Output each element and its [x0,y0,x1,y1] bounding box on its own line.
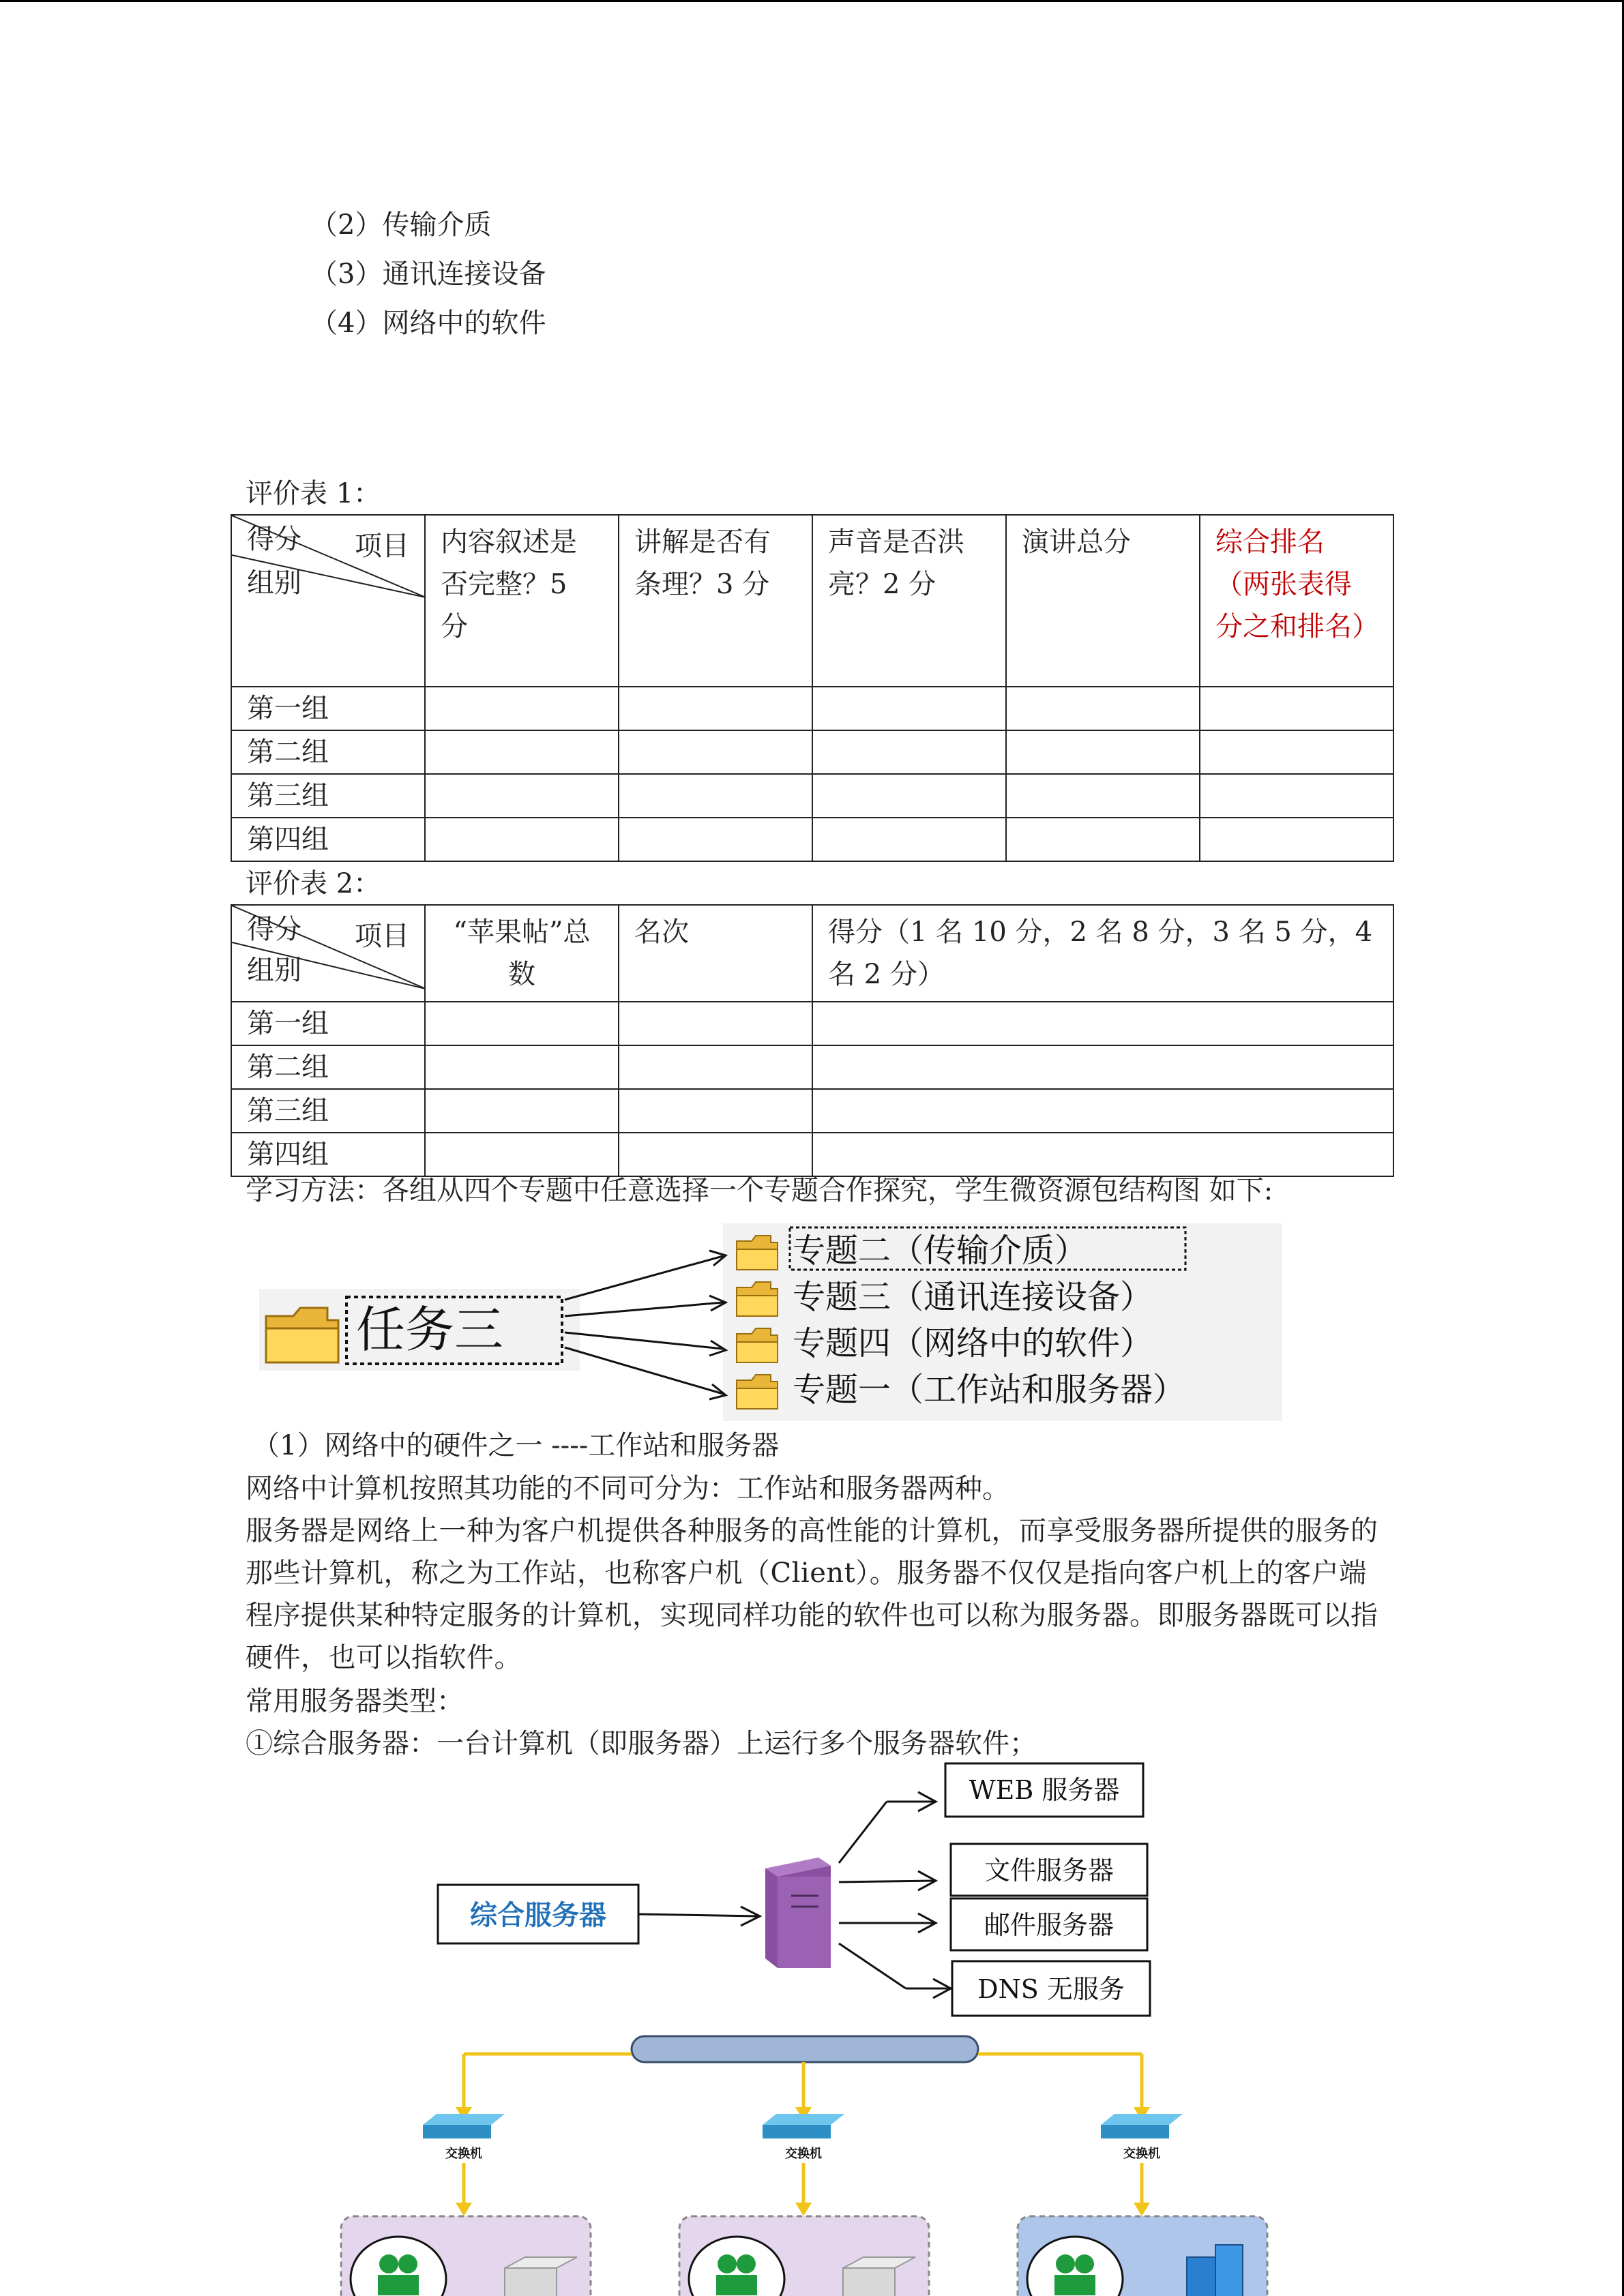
row-label: 第三组 [231,774,425,818]
server-diagram [321,1753,1303,2296]
tree-child-3: 专题四（网络中的软件） [793,1324,1153,1362]
tree-child-2: 专题三（通讯连接设备） [793,1278,1153,1316]
intro-item-4: （4）网络中的软件 [310,308,546,339]
folder-icon [737,1328,778,1362]
paragraph-4: ①综合服务器：一台计算机（即服务器）上运行多个服务器软件； [246,1728,1037,1759]
section-title: （1）网络中的硬件之一 ----工作站和服务器 [252,1430,780,1461]
table-row [231,1002,1393,1045]
switch-label: 交换机 [1123,2147,1160,2161]
corner-top-left: 得分 [247,524,301,555]
corner-bottom-left: 组别 [247,955,301,986]
main-server-label: 综合服务器 [470,1900,606,1931]
service-file: 文件服务器 [984,1855,1114,1885]
row-label: 第一组 [231,1002,425,1045]
table-row [231,818,1393,861]
switch-icon [763,2114,844,2138]
tree-root-label: 任务三 [356,1301,504,1358]
table-row [231,687,1393,730]
corner-bottom-left: 组别 [247,567,301,599]
paragraph-1: 网络中计算机按照其功能的不同可分为：工作站和服务器两种。 [246,1473,1009,1504]
row-label: 第二组 [231,1045,425,1089]
table1-header-5: 综合排名（两张表得分之和排名） [1200,515,1393,687]
folder-icon [266,1308,338,1362]
table2-corner-cell [231,905,425,1002]
switch-label: 交换机 [445,2147,482,2161]
table2-caption: 评价表 2： [246,868,381,899]
corner-top-left: 得分 [247,914,301,945]
network-bus [632,2036,978,2062]
row-label: 第三组 [231,1089,425,1133]
corner-top-right: 项目 [355,531,409,562]
evaluation-table-2 [231,904,1394,1177]
table1-header-3: 声音是否洪亮？2 分 [812,515,1006,687]
intro-item-2: （2）传输介质 [310,209,492,241]
folder-icon [737,1375,778,1409]
paragraph-3: 常用服务器类型： [246,1686,464,1717]
service-mail: 邮件服务器 [984,1910,1114,1940]
table-row [231,1133,1393,1176]
table1-caption: 评价表 1： [246,478,381,509]
paragraph-2: 服务器是网络上一种为客户机提供各种服务的高性能的计算机，而享受服务器所提供的服务的那些计算机，称之为工作站，也称客户机（Client）。服务器不仅仅是指向客户机上的客户端程序提供某种特定服务的计算机，实现同样功能的软件也可以称为服务器。即服务器既可以指硬件，也可以指软件。 [246,1515,1378,1673]
table-row [231,1089,1393,1133]
row-label: 第一组 [231,687,425,730]
table-row [231,774,1393,818]
evaluation-table-1 [231,514,1394,862]
table-row [231,730,1393,774]
row-label: 第四组 [231,818,425,861]
table1-corner-cell [231,515,425,687]
table1-header-row [231,515,1393,687]
switch-icon [423,2114,505,2138]
table1-header-4: 演讲总分 [1006,515,1200,687]
table1-header-1: 内容叙述是否完整？5 分 [425,515,619,687]
table2-header-1: “苹果帖”总数 [425,905,619,1002]
switch-label: 交换机 [785,2147,822,2161]
method-text: 学习方法：各组从四个专题中任意选择一个专题合作探究，学生微资源包结构图 如下: [246,1175,1273,1206]
tree-child-4: 专题一（工作站和服务器） [793,1371,1186,1409]
table2-header-2: 名次 [619,905,812,1002]
page-top-border [0,0,1624,2]
table-row [231,1045,1393,1089]
row-label: 第四组 [231,1133,425,1176]
corner-top-right: 项目 [355,921,409,952]
service-web: WEB 服务器 [969,1775,1120,1805]
tree-child-1: 专题二（传输介质） [793,1232,1088,1270]
row-label: 第二组 [231,730,425,774]
folder-icon [737,1236,778,1270]
resource-tree-diagram [259,1221,1296,1425]
intro-item-3: （3）通讯连接设备 [310,258,546,290]
server-tower-icon [765,1858,831,1968]
folder-icon [737,1282,778,1316]
table2-header-3: 得分（1 名 10 分，2 名 8 分，3 名 5 分，4 名 2 分） [812,905,1393,1002]
switch-icon [1101,2114,1183,2138]
table1-header-2: 讲解是否有条理？3 分 [619,515,812,687]
table2-header-row [231,905,1393,1002]
service-dns: DNS 无服务 [977,1974,1125,2004]
